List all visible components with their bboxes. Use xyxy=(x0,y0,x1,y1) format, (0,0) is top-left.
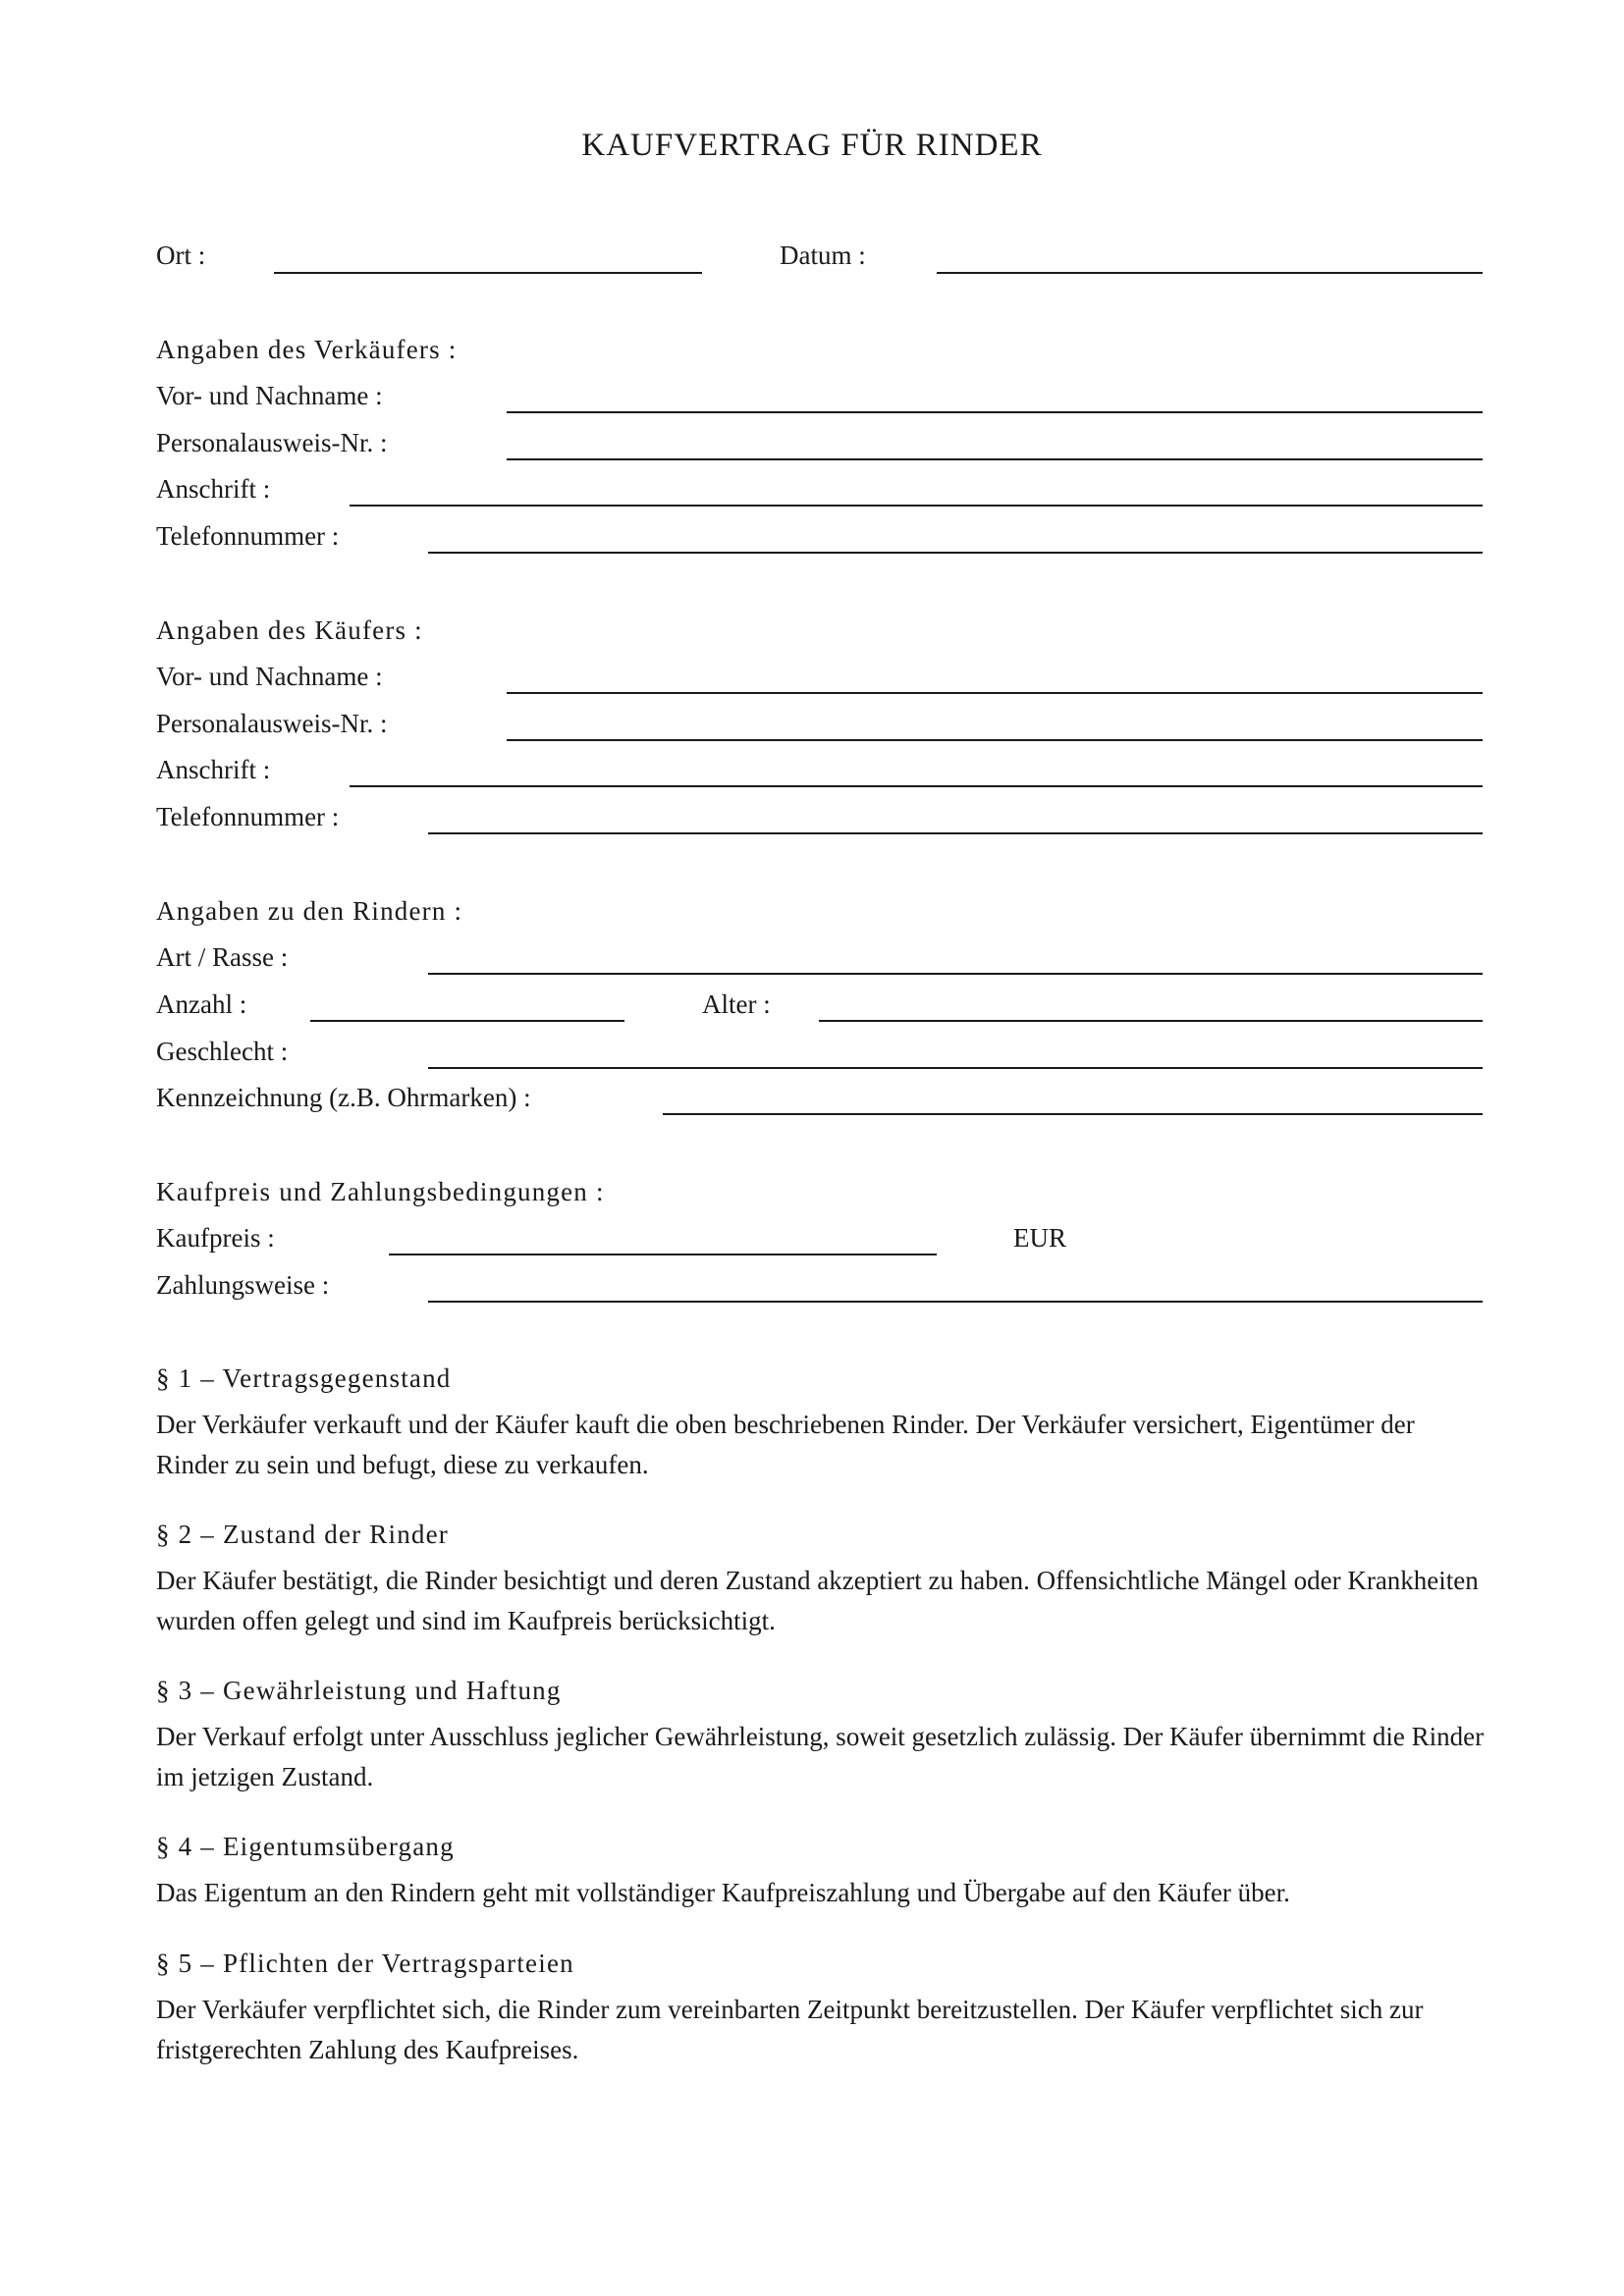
section-2-text: Der Käufer bestätigt, die Rinder besichtigt und deren Zustand akzeptiert zu haben. Offensichtliche Mängel oder Krankheiten wurden offen gelegt und sind im Kaufpreis berücksichtigt. xyxy=(156,1566,1479,1635)
sex-label: Geschlecht : xyxy=(156,1037,289,1066)
breed-field[interactable] xyxy=(428,973,1483,975)
section-4-text: Das Eigentum an den Rindern geht mit vollständiger Kaufpreiszahlung und Übergabe auf den Käufer über. xyxy=(156,1878,1290,1907)
section-3-text: Der Verkauf erfolgt unter Ausschluss jeglicher Gewährleistung, soweit gesetzlich zulässig. Der Käufer übernimmt die Rinder im jetzigen Zustand. xyxy=(156,1722,1485,1791)
count-field[interactable] xyxy=(310,1020,624,1022)
ort-label: Ort : xyxy=(156,240,206,270)
price-field[interactable] xyxy=(389,1254,937,1255)
currency-label: EUR xyxy=(1013,1223,1066,1253)
buyer-phone-field[interactable] xyxy=(428,832,1483,834)
buyer-id-field[interactable] xyxy=(507,739,1483,741)
buyer-address-label: Anschrift : xyxy=(156,755,271,784)
seller-name-field[interactable] xyxy=(507,411,1483,413)
section-5-text: Der Verkäufer verpflichtet sich, die Rinder zum vereinbarten Zeitpunkt bereitzustellen. Der Käufer verpflichtet sich zur fristgerechten Zahlung des Kaufpreises. xyxy=(156,1995,1424,2064)
section-3-heading: § 3 – Gewährleistung und Haftung xyxy=(156,1676,562,1705)
price-label: Kaufpreis : xyxy=(156,1223,275,1253)
seller-address-field[interactable] xyxy=(350,505,1483,507)
section-1-text: Der Verkäufer verkauft und der Käufer kauft die oben beschriebenen Rinder. Der Verkäufer versichert, Eigentümer der Rinder zu sein und befugt, diese zu verkaufen. xyxy=(156,1410,1415,1479)
payment-method-field[interactable] xyxy=(428,1301,1483,1303)
seller-id-field[interactable] xyxy=(507,458,1483,460)
buyer-heading: Angaben des Käufers : xyxy=(156,615,423,645)
seller-phone-field[interactable] xyxy=(428,552,1483,554)
datum-field[interactable] xyxy=(937,272,1483,274)
buyer-address-field[interactable] xyxy=(350,785,1483,787)
section-5-heading: § 5 – Pflichten der Vertragsparteien xyxy=(156,1949,574,1978)
section-2-heading: § 2 – Zustand der Rinder xyxy=(156,1520,449,1549)
payment-method-label: Zahlungsweise : xyxy=(156,1270,330,1300)
seller-id-label: Personalausweis-Nr. : xyxy=(156,428,388,457)
seller-address-label: Anschrift : xyxy=(156,474,271,504)
marking-field[interactable] xyxy=(663,1113,1483,1115)
datum-label: Datum : xyxy=(780,240,866,270)
marking-label: Kennzeichnung (z.B. Ohrmarken) : xyxy=(156,1083,531,1112)
count-label: Anzahl : xyxy=(156,989,247,1019)
age-label: Alter : xyxy=(702,989,771,1019)
ort-field[interactable] xyxy=(274,272,702,274)
buyer-phone-label: Telefonnummer : xyxy=(156,802,340,831)
document-title: KAUFVERTRAG FÜR RINDER xyxy=(581,128,1043,163)
seller-heading: Angaben des Verkäufers : xyxy=(156,335,458,364)
cattle-heading: Angaben zu den Rindern : xyxy=(156,896,463,926)
buyer-name-field[interactable] xyxy=(507,692,1483,694)
buyer-id-label: Personalausweis-Nr. : xyxy=(156,709,388,738)
buyer-name-label: Vor- und Nachname : xyxy=(156,662,383,691)
section-4-heading: § 4 – Eigentumsübergang xyxy=(156,1832,455,1861)
breed-label: Art / Rasse : xyxy=(156,942,289,972)
sex-field[interactable] xyxy=(428,1067,1483,1069)
section-1-heading: § 1 – Vertragsgegenstand xyxy=(156,1363,452,1393)
age-field[interactable] xyxy=(819,1020,1483,1022)
seller-phone-label: Telefonnummer : xyxy=(156,521,340,551)
payment-heading: Kaufpreis und Zahlungsbedingungen : xyxy=(156,1177,605,1206)
seller-name-label: Vor- und Nachname : xyxy=(156,381,383,410)
